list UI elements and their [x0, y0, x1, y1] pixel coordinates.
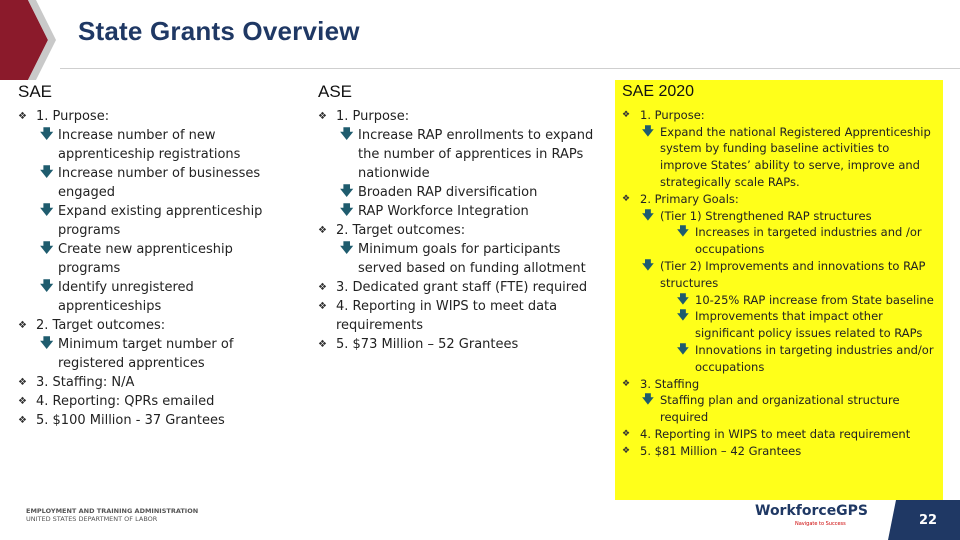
- sub-item-text: Minimum goals for participants served based on funding allotment: [358, 242, 586, 276]
- arrow-down-icon: 🡇: [340, 241, 354, 256]
- arrow-down-icon: 🡇: [642, 123, 654, 138]
- sub-item: [642, 208, 934, 225]
- bullet-icon: ❖: [318, 301, 327, 312]
- list-item: [622, 191, 934, 208]
- item-text: 4. Reporting in WIPS to meet data requirement: [640, 426, 911, 441]
- sub-item: [642, 392, 934, 426]
- sub-item-text: 10-25% RAP increase from State baseline: [695, 292, 934, 307]
- sub-item: [340, 183, 608, 202]
- agency-logo: [26, 507, 198, 523]
- item-text: 4. Reporting: QPRs emailed: [36, 394, 215, 409]
- bullet-icon: ❖: [622, 109, 631, 120]
- sub-item-text: Broaden RAP diversification: [358, 185, 538, 200]
- sub-sub-item: [677, 292, 934, 309]
- sub-sub-item: [677, 308, 934, 342]
- arrow-down-icon: 🡇: [642, 392, 654, 407]
- item-text: 1. Purpose:: [336, 109, 410, 124]
- list-item: [318, 297, 608, 335]
- list-item: [622, 426, 934, 443]
- sae2020-column: [622, 84, 934, 460]
- agency-line-2: UNITED STATES DEPARTMENT OF LABOR: [26, 515, 158, 523]
- list-item: [318, 278, 608, 297]
- sub-item-text: (Tier 2) Improvements and innovations to RAP structures: [660, 258, 926, 290]
- list-item: [622, 376, 934, 393]
- sub-item: [40, 202, 278, 240]
- sub-item: [40, 278, 278, 316]
- list-item: [318, 221, 608, 240]
- sub-item: [340, 202, 608, 221]
- arrow-down-icon: 🡇: [40, 241, 54, 256]
- bullet-icon: ❖: [18, 320, 27, 331]
- arrow-down-icon: 🡇: [677, 291, 689, 306]
- bullet-icon: ❖: [318, 111, 327, 122]
- sub-item-text: Increase number of businesses engaged: [58, 166, 261, 200]
- sub-item: [40, 164, 278, 202]
- item-text: 2. Target outcomes:: [336, 223, 466, 238]
- arrow-down-icon: 🡇: [40, 165, 54, 180]
- bullet-icon: ❖: [622, 378, 631, 389]
- item-text: 5. $73 Million – 52 Grantees: [336, 337, 519, 352]
- sae-column: [18, 82, 278, 430]
- arrow-down-icon: 🡇: [677, 308, 689, 323]
- sub-item: [642, 124, 934, 191]
- sub-item-text: Staffing plan and organizational structure required: [660, 393, 900, 425]
- bullet-icon: ❖: [318, 339, 327, 350]
- bullet-icon: ❖: [18, 415, 27, 426]
- list-item: [622, 443, 934, 460]
- arrow-down-icon: 🡇: [677, 224, 689, 239]
- ase-heading: ASE: [318, 82, 353, 101]
- arrow-down-icon: 🡇: [677, 341, 689, 356]
- sub-item-text: Innovations in targeting industries and/or occupations: [695, 342, 934, 374]
- item-text: 5. $81 Million – 42 Grantees: [640, 443, 802, 458]
- sub-sub-item: [677, 224, 934, 258]
- agency-line-1: EMPLOYMENT AND TRAINING ADMINISTRATION: [26, 507, 199, 515]
- sub-item-text: Improvements that impact other significant policy issues related to RAPs: [695, 309, 923, 341]
- bullet-icon: ❖: [622, 428, 631, 439]
- sub-item-text: (Tier 1) Strengthened RAP structures: [660, 208, 872, 223]
- corner-decoration: [0, 0, 60, 80]
- item-text: 5. $100 Million - 37 Grantees: [36, 413, 225, 428]
- item-text: 3. Staffing: N/A: [36, 375, 135, 390]
- sub-item-text: Expand existing apprenticeship programs: [58, 204, 263, 238]
- sub-item-text: Expand the national Registered Apprenticeship system by funding baseline activities to improve States’ ability to serve, improve and strategically scale RAPs.: [660, 124, 931, 189]
- arrow-down-icon: 🡇: [642, 207, 654, 222]
- logo-tagline: Navigate to Success: [795, 521, 846, 527]
- sae2020-heading: SAE 2020: [622, 83, 695, 100]
- sub-item: [340, 240, 608, 278]
- bullet-icon: ❖: [318, 225, 327, 236]
- arrow-down-icon: 🡇: [340, 203, 354, 218]
- page-number: 22: [896, 500, 960, 540]
- arrow-down-icon: 🡇: [642, 257, 654, 272]
- page-number-tab-edge: [888, 500, 896, 540]
- list-item: [622, 107, 934, 124]
- bullet-icon: ❖: [18, 111, 27, 122]
- title-divider: [60, 68, 960, 69]
- item-text: 1. Purpose:: [36, 109, 110, 124]
- item-text: 2. Target outcomes:: [36, 318, 166, 333]
- bullet-icon: ❖: [318, 282, 327, 293]
- sub-item-text: Identify unregistered apprenticeships: [58, 280, 194, 314]
- bullet-icon: ❖: [18, 396, 27, 407]
- sub-item: [40, 126, 278, 164]
- page-title: State Grants Overview: [78, 16, 360, 46]
- arrow-down-icon: 🡇: [340, 184, 354, 199]
- bullet-icon: ❖: [622, 193, 631, 204]
- list-item: [318, 335, 608, 354]
- item-text: 3. Staffing: [640, 376, 700, 391]
- arrow-down-icon: 🡇: [40, 203, 54, 218]
- arrow-down-icon: 🡇: [340, 127, 354, 142]
- sub-item-text: RAP Workforce Integration: [358, 204, 529, 219]
- sub-item-text: Create new apprenticeship programs: [58, 242, 233, 276]
- list-item: [18, 392, 278, 411]
- arrow-down-icon: 🡇: [40, 336, 54, 351]
- sub-item: [642, 258, 934, 292]
- item-text: 1. Purpose:: [640, 107, 705, 122]
- list-item: [18, 373, 278, 392]
- bullet-icon: ❖: [18, 377, 27, 388]
- sub-item: [40, 240, 278, 278]
- arrow-down-icon: 🡇: [40, 127, 54, 142]
- sub-item: [40, 335, 278, 373]
- sub-item-text: Increase number of new apprenticeship registrations: [58, 128, 241, 162]
- sub-sub-item: [677, 342, 934, 376]
- arrow-down-icon: 🡇: [40, 279, 54, 294]
- item-text: 2. Primary Goals:: [640, 191, 739, 206]
- sub-item: [340, 126, 608, 183]
- sub-item-text: Increase RAP enrollments to expand the number of apprentices in RAPs nationwide: [358, 128, 594, 181]
- list-item: [18, 316, 278, 335]
- workforcegps-logo[interactable]: [755, 503, 869, 527]
- bullet-icon: ❖: [622, 445, 631, 456]
- sub-item-text: Minimum target number of registered apprentices: [58, 337, 234, 371]
- list-item: [318, 107, 608, 126]
- ase-column: [318, 82, 608, 354]
- logo-text: WorkforceGPS: [755, 503, 869, 519]
- sae-heading: SAE: [18, 82, 53, 101]
- list-item: [18, 411, 278, 430]
- item-text: 4. Reporting in WIPS to meet data requirements: [336, 299, 558, 333]
- sub-item-text: Increases in targeted industries and /or occupations: [695, 225, 922, 257]
- item-text: 3. Dedicated grant staff (FTE) required: [336, 280, 588, 295]
- list-item: [18, 107, 278, 126]
